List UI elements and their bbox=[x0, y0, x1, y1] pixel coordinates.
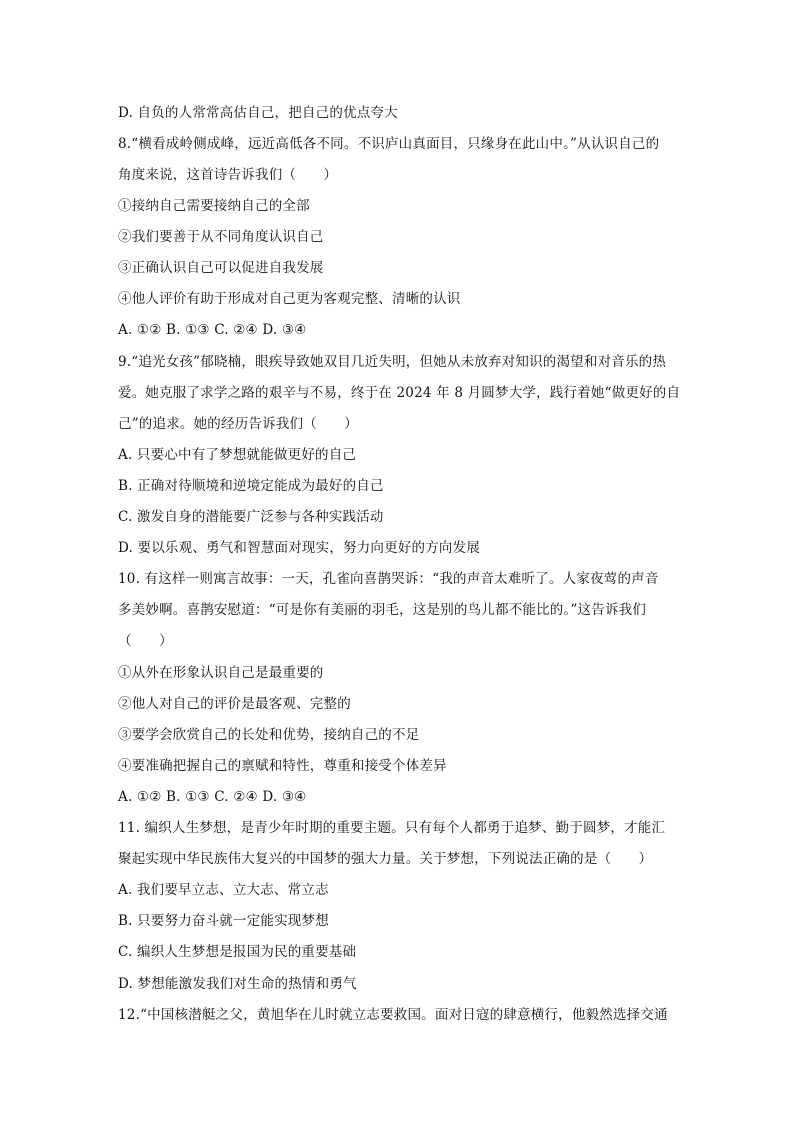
choices-q8: A. ①② B. ①③ C. ②④ D. ③④ bbox=[118, 322, 307, 338]
question-11-stem-line-1: 11. 编织人生梦想，是青少年时期的重要主题。只有每个人都勇于追梦、勤于圆梦，才能汇 bbox=[118, 820, 666, 836]
question-9-stem-line-2: 爱。她克服了求学之路的艰辛与不易，终于在 2024 年 8 月圆梦大学，践行着她“做更好的自 bbox=[118, 385, 681, 401]
option-c-q11: C. 编织人生梦想是报国为民的重要基础 bbox=[118, 944, 357, 960]
statement-1-q10: ①从外在形象认识自己是最重要的 bbox=[118, 665, 324, 681]
option-d-q7: D. 自负的人常常高估自己，把自己的优点夸大 bbox=[118, 105, 398, 121]
statement-1-q8: ①接纳自己需要接纳自己的全部 bbox=[118, 198, 310, 214]
question-8-stem-line-2: 角度来说，这首诗告诉我们（ ） bbox=[118, 167, 338, 183]
question-10-stem-line-2: 多美妙啊。喜鹊安慰道：“可是你有美丽的羽毛，这是别的鸟儿都不能比的。”这告诉我们 bbox=[118, 602, 647, 618]
statement-4-q8: ④他人评价有助于形成对自己更为客观完整、清晰的认识 bbox=[118, 291, 461, 307]
statement-3-q10: ③要学会欣赏自己的长处和优势，接纳自己的不足 bbox=[118, 727, 420, 743]
question-9-stem-line-3: 己”的追求。她的经历告诉我们（ ） bbox=[118, 416, 359, 432]
choices-q10: A. ①② B. ①③ C. ②④ D. ③④ bbox=[118, 789, 307, 805]
option-d-q11: D. 梦想能激发我们对生命的热情和勇气 bbox=[118, 976, 357, 992]
question-10-stem-line-1: 10. 有这样一则寓言故事：一天，孔雀向喜鹊哭诉：“我的声音太难听了。人家夜莺的声音 bbox=[118, 571, 659, 587]
statement-2-q8: ②我们要善于从不同角度认识自己 bbox=[118, 229, 324, 245]
question-10-stem-line-3: （ ） bbox=[118, 633, 173, 649]
question-8-stem-line-1: 8.“横看成岭侧成峰，远近高低各不同。不识庐山真面目，只缘身在此山中。”从认识自己的 bbox=[118, 136, 660, 152]
statement-4-q10: ④要准确把握自己的禀赋和特性，尊重和接受个体差异 bbox=[118, 758, 447, 774]
question-9-stem-line-1: 9.“追光女孩”郁晓楠，眼疾导致她双目几近失明，但她从未放弃对知识的渴望和对音乐的热 bbox=[118, 354, 667, 370]
option-b-q11: B. 只要努力奋斗就一定能实现梦想 bbox=[118, 913, 329, 929]
option-a-q11: A. 我们要早立志、立大志、常立志 bbox=[118, 882, 329, 898]
question-11-stem-line-2: 聚起实现中华民族伟大复兴的中国梦的强大力量。关于梦想，下列说法正确的是（ ） bbox=[118, 851, 653, 867]
option-a-q9: A. 只要心中有了梦想就能做更好的自己 bbox=[118, 447, 357, 463]
option-d-q9: D. 要以乐观、勇气和智慧面对现实，努力向更好的方向发展 bbox=[118, 540, 481, 556]
option-c-q9: C. 激发自身的潜能要广泛参与各种实践活动 bbox=[118, 509, 384, 525]
option-b-q9: B. 正确对待顺境和逆境定能成为最好的自己 bbox=[118, 478, 384, 494]
statement-2-q10: ②他人对自己的评价是最客观、完整的 bbox=[118, 696, 351, 712]
question-12-stem-line-1: 12.“中国核潜艇之父，黄旭华在儿时就立志要救国。面对日寇的肆意横行，他毅然选择交通 bbox=[118, 1007, 668, 1023]
statement-3-q8: ③正确认识自己可以促进自我发展 bbox=[118, 260, 324, 276]
